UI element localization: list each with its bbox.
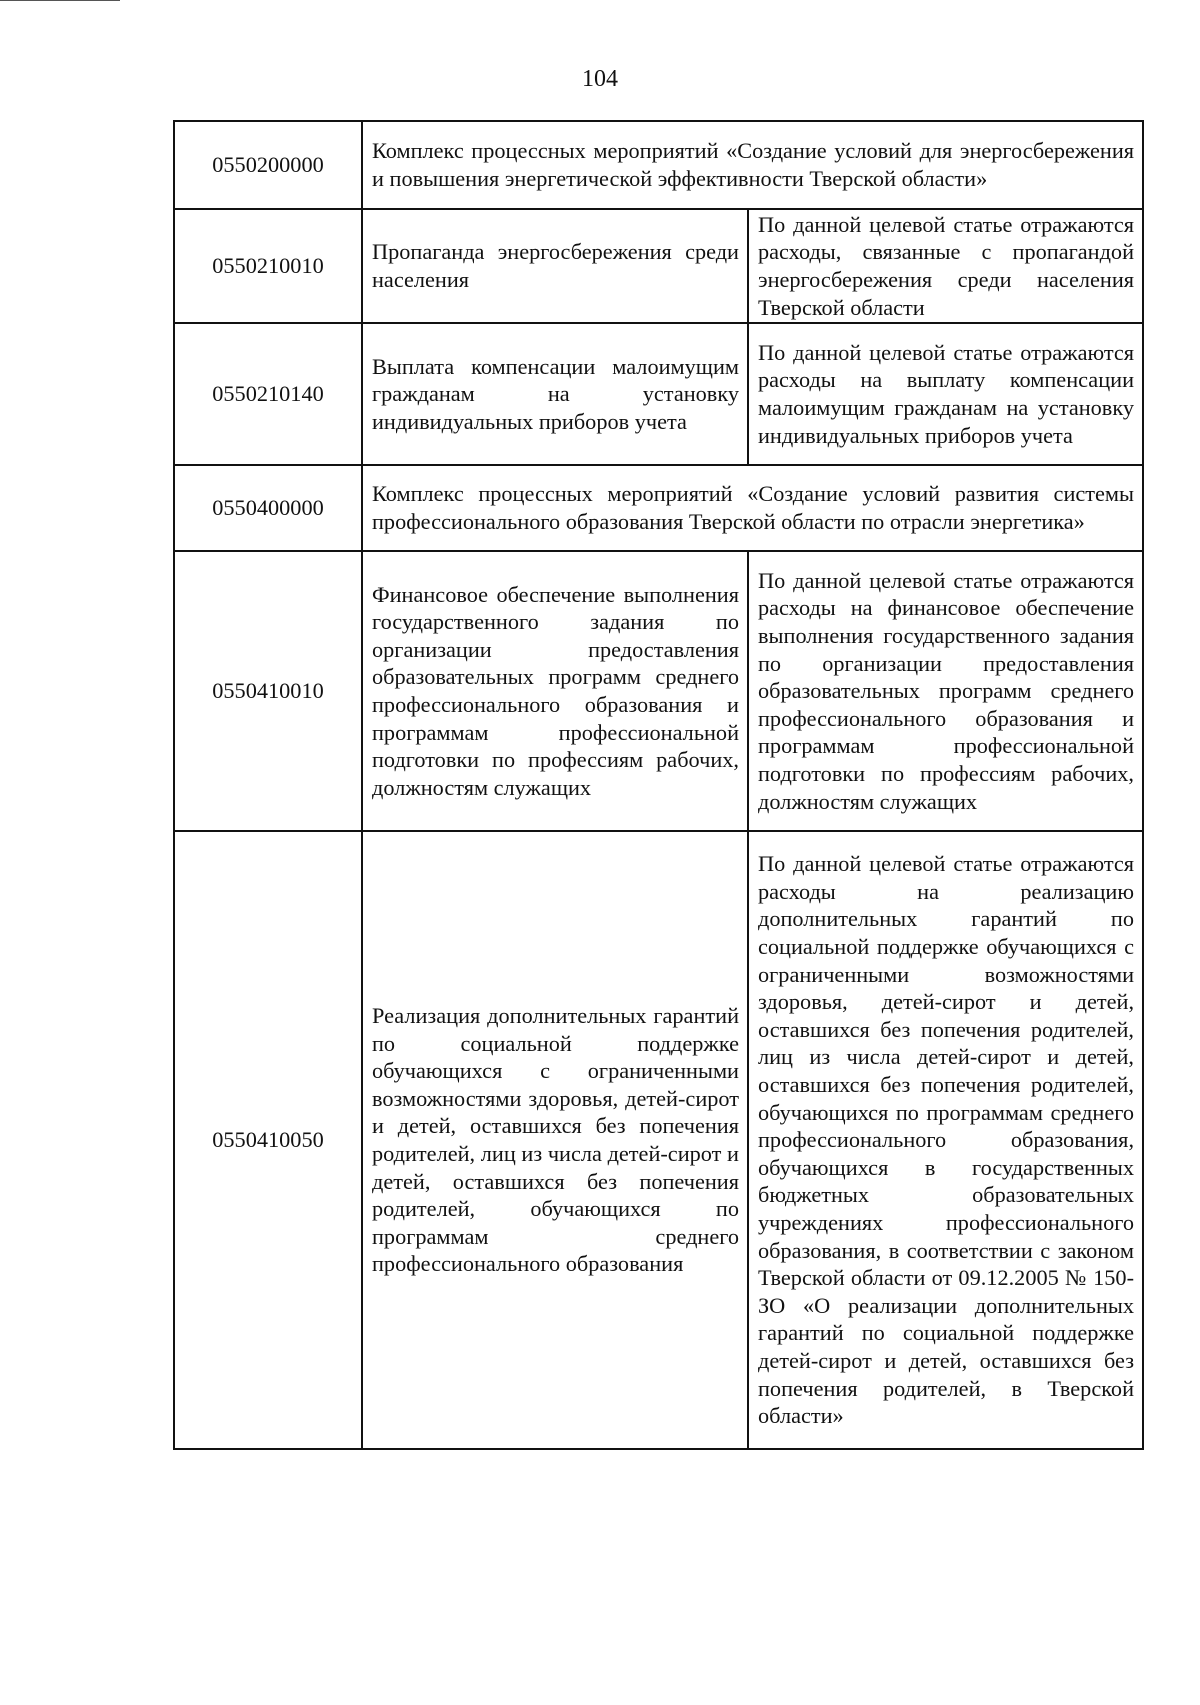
row-name: Реализация дополнительных гарантий по социальной поддержке обучающихся с ограниченными возможностями здоровья, детей-сирот и детей, оставшихся без попечения родителей, лиц из числа детей-сирот и детей, оставшихся без попечения родителей, обучающихся по программам среднего профессионального образования (362, 831, 748, 1449)
row-description: По данной целевой статье отражаются расходы на выплату компенсации малоимущим гражданам на установку индивидуальных приборов учета (748, 323, 1143, 465)
row-code: 0550210140 (174, 323, 362, 465)
table-row (174, 831, 1143, 1449)
page-number: 104 (582, 66, 618, 92)
row-code: 0550410050 (174, 831, 362, 1449)
table-row (174, 551, 1143, 831)
row-description: По данной целевой статье отражаются расходы на реализацию дополнительных гарантий по социальной поддержке обучающихся с ограниченными возможностями здоровья, детей-сирот и детей, оставшихся без попечения родителей, лиц из числа детей-сирот и детей, оставшихся без попечения родителей, обучающихся по программам среднего профессионального образования, обучающихся в государственных бюджетных образовательных учреждениях профессионального образования, в соответствии с законом Тверской области от 09.12.2005 № 150-ЗО «О реализации дополнительных гарантий по социальной поддержке детей-сирот и детей, оставшихся без попечения родителей, в Тверской области» (748, 831, 1143, 1449)
scan-edge-line (0, 0, 120, 1)
table-row (174, 323, 1143, 465)
row-code: 0550410010 (174, 551, 362, 831)
row-name: Выплата компенсации малоимущим гражданам на установку индивидуальных приборов учета (362, 323, 748, 465)
row-description: По данной целевой статье отражаются расходы на финансовое обеспечение выполнения государственного задания по организации предоставления образовательных программ среднего профессионального образования и программам профессиональной подготовки по профессиям рабочих, должностям служащих (748, 551, 1143, 831)
row-code: 0550210010 (174, 209, 362, 323)
table-row (174, 465, 1143, 551)
row-code: 0550400000 (174, 465, 362, 551)
group-title: Комплекс процессных мероприятий «Создание условий для энергосбережения и повышения энергетической эффективности Тверской области» (362, 121, 1143, 209)
table-row (174, 121, 1143, 209)
group-title: Комплекс процессных мероприятий «Создание условий развития системы профессионального образования Тверской области по отрасли энергетика» (362, 465, 1143, 551)
budget-classification-table (173, 120, 1144, 1450)
row-description: По данной целевой статье отражаются расходы, связанные с пропагандой энергосбережения среди населения Тверской области (748, 209, 1143, 323)
row-name: Финансовое обеспечение выполнения государственного задания по организации предоставления образовательных программ среднего профессионального образования и программам профессиональной подготовки по профессиям рабочих, должностям служащих (362, 551, 748, 831)
row-code: 0550200000 (174, 121, 362, 209)
table-row (174, 209, 1143, 323)
row-name: Пропаганда энергосбережения среди населения (362, 209, 748, 323)
